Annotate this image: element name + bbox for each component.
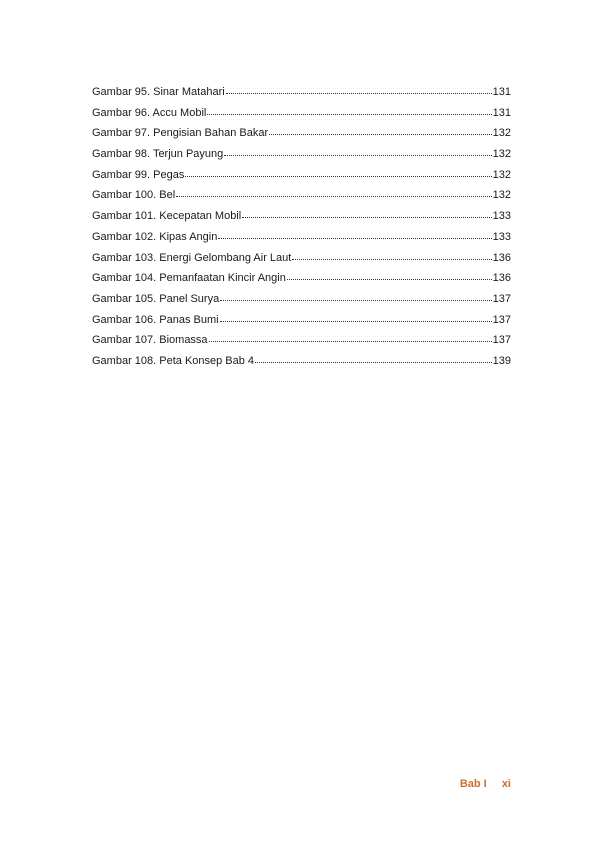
figure-list-entry [92,289,511,310]
figure-list-entry [92,144,511,165]
dot-leader [287,270,492,281]
figure-list-entry [92,310,511,331]
entry-title: Gambar 101. Kecepatan Mobil [92,210,242,223]
figure-list-entry [92,248,511,269]
chapter-label: Bab I [459,778,487,790]
entry-title: Gambar 107. Biomassa [92,334,208,347]
entry-title: Gambar 106. Panas Bumi [92,313,219,326]
entry-title: Gambar 104. Pemanfaatan Kincir Angin [92,272,286,285]
figure-list-entry [92,165,511,186]
page-number: xi [501,778,511,790]
entry-page-number: 137 [492,292,511,305]
figure-list-entry [92,227,511,248]
entry-page-number: 136 [492,272,511,285]
figure-list-entry [92,330,511,351]
dot-leader [220,291,491,302]
dot-leader [224,146,491,157]
dot-leader [269,125,492,136]
entry-title: Gambar 105. Panel Surya [92,292,220,305]
dot-leader [218,229,491,240]
entry-title: Gambar 108. Peta Konsep Bab 4 [92,354,255,367]
entry-title: Gambar 97. Pengisian Bahan Bakar [92,127,269,140]
figure-list-entry [92,82,511,103]
dot-leader [226,84,492,95]
entry-page-number: 139 [492,354,511,367]
figure-list-entry [92,351,511,372]
dot-leader [242,208,491,219]
dot-leader [176,187,491,198]
dot-leader [255,353,492,364]
figure-list-entry [92,103,511,124]
entry-page-number: 132 [492,168,511,181]
dot-leader [292,250,491,261]
entry-page-number: 133 [492,210,511,223]
figure-list-entry [92,268,511,289]
figure-list-entry [92,123,511,144]
entry-title: Gambar 102. Kipas Angin [92,230,218,243]
dot-leader [185,167,491,178]
entry-page-number: 137 [492,313,511,326]
entry-page-number: 132 [492,189,511,202]
entry-page-number: 131 [492,86,511,98]
figure-list-entry [92,206,511,227]
figure-list [92,82,511,372]
dot-leader [207,105,491,116]
entry-title: Gambar 103. Energi Gelombang Air Laut [92,251,292,264]
entry-page-number: 133 [492,230,511,243]
entry-title: Gambar 95. Sinar Matahari [92,86,225,98]
page-footer [460,778,511,790]
entry-title: Gambar 98. Terjun Payung [92,148,224,161]
entry-page-number: 137 [492,334,511,347]
entry-title: Gambar 100. Bel [92,189,176,202]
entry-page-number: 136 [492,251,511,264]
entry-page-number: 132 [492,127,511,140]
entry-page-number: 131 [492,106,511,119]
dot-leader [220,312,492,323]
dot-leader [209,332,492,343]
entry-page-number: 132 [492,148,511,161]
entry-title: Gambar 96. Accu Mobil [92,106,207,119]
entry-title: Gambar 99. Pegas [92,168,185,181]
figure-list-entry [92,185,511,206]
